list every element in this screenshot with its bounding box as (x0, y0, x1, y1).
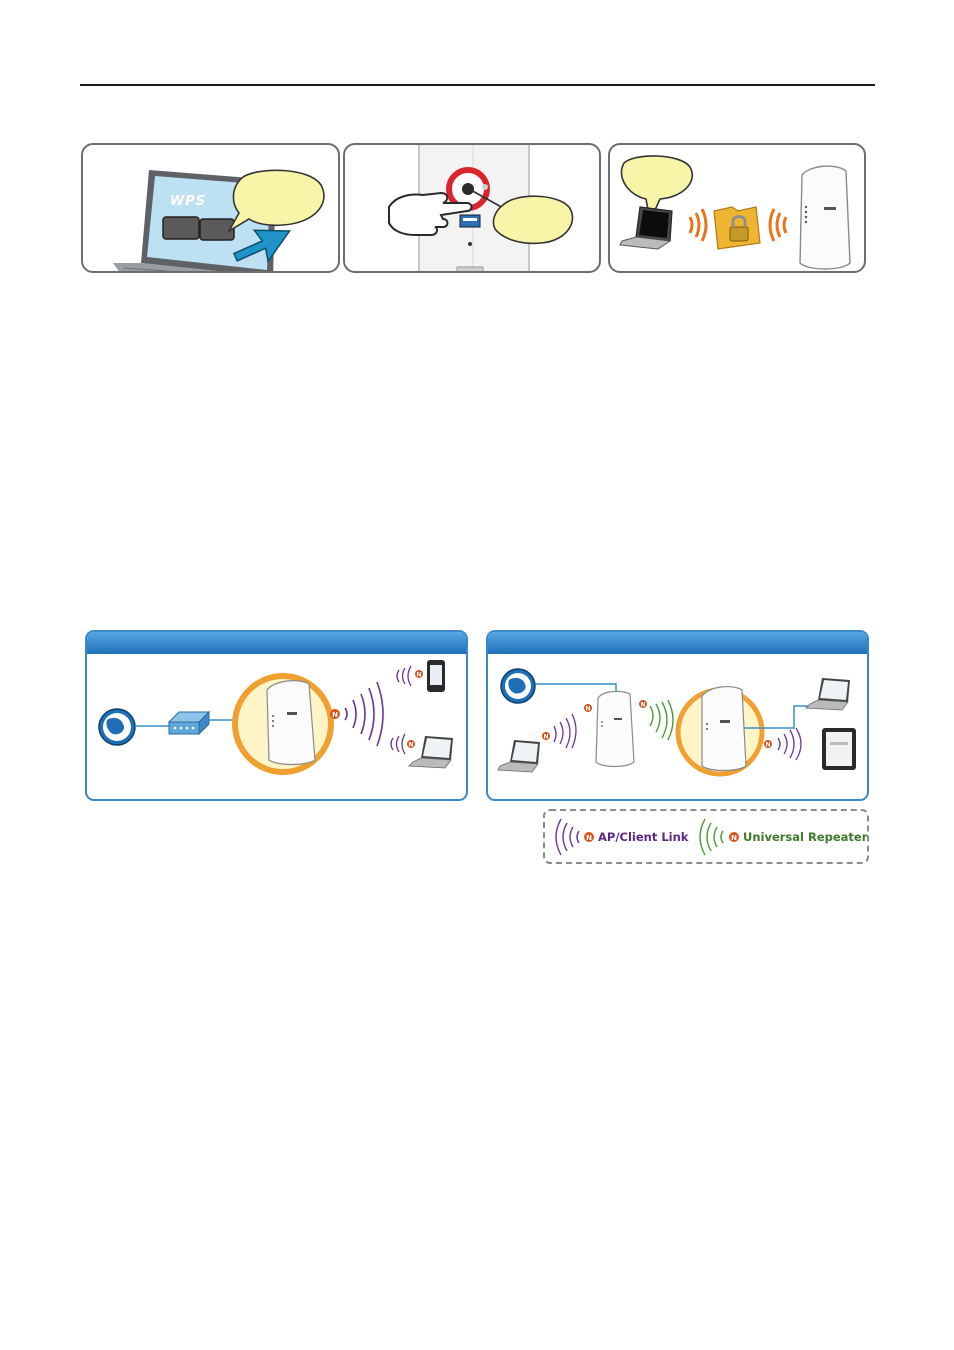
wireless-n-badge-icon (729, 832, 739, 842)
wireless-n-badge-icon (764, 740, 772, 749)
wireless-router-icon (267, 681, 315, 765)
wifi-waves-icon (391, 734, 405, 754)
wifi-waves-icon (690, 209, 706, 241)
svg-text:N: N (586, 834, 592, 842)
svg-text:N: N (416, 671, 422, 679)
wireless-n-badge-icon (415, 670, 423, 679)
svg-text:N: N (332, 711, 338, 719)
wifi-waves-icon (770, 209, 786, 241)
wifi-waves-icon (556, 819, 579, 855)
wireless-n-badge-icon (407, 740, 415, 749)
wireless-router-icon (800, 166, 850, 269)
wireless-n-badge-icon (330, 709, 340, 719)
wifi-waves-icon (700, 819, 723, 855)
laptop-icon (806, 678, 850, 710)
wireless-n-badge-icon (584, 704, 592, 713)
speech-bubble-icon (493, 196, 572, 243)
laptop-icon (83, 145, 340, 273)
wifi-waves-icon (397, 666, 411, 686)
wireless-n-badge-icon (542, 732, 550, 741)
modem-icon (169, 712, 209, 734)
svg-text:N: N (408, 741, 414, 749)
globe-icon (501, 669, 535, 703)
svg-text:N: N (585, 705, 591, 713)
svg-text:N: N (765, 741, 771, 749)
wireless-router-icon (596, 691, 634, 766)
wps-software-label: WPS (169, 194, 207, 209)
legend-universal-repeater-label: Universal Repeater (743, 830, 868, 844)
svg-text:N: N (543, 733, 549, 741)
wps-hardware-panel (343, 143, 601, 273)
wps-secure-connection-panel (608, 143, 866, 273)
header-rule (80, 84, 875, 86)
wireless-n-badge-icon (639, 700, 647, 709)
globe-icon (99, 709, 135, 745)
wifi-waves-icon (778, 728, 801, 760)
wifi-waves-icon (554, 714, 576, 748)
legend-ap-client-link-label: AP/Client Link (598, 830, 689, 844)
tablet-icon (822, 728, 856, 770)
secure-connection-illustration (610, 145, 866, 273)
svg-text:N: N (640, 701, 646, 709)
repeater-mode-illustration (488, 632, 869, 801)
laptop-icon (498, 740, 540, 772)
ap-mode-illustration (87, 632, 468, 801)
lock-folder-icon (714, 207, 760, 249)
ap-mode-diagram (85, 630, 468, 801)
wifi-waves-icon (345, 682, 383, 746)
smartphone-icon (427, 660, 445, 692)
wifi-waves-icon (650, 700, 673, 740)
speech-bubble-icon (229, 170, 324, 231)
wireless-n-badge-icon (584, 832, 594, 842)
laptop-icon (409, 736, 453, 768)
wps-button-icon (345, 145, 601, 273)
svg-text:N: N (731, 834, 737, 842)
legend-box (543, 809, 869, 864)
wireless-router-icon (702, 687, 746, 771)
repeater-mode-diagram (486, 630, 869, 801)
wps-software-panel (81, 143, 340, 273)
